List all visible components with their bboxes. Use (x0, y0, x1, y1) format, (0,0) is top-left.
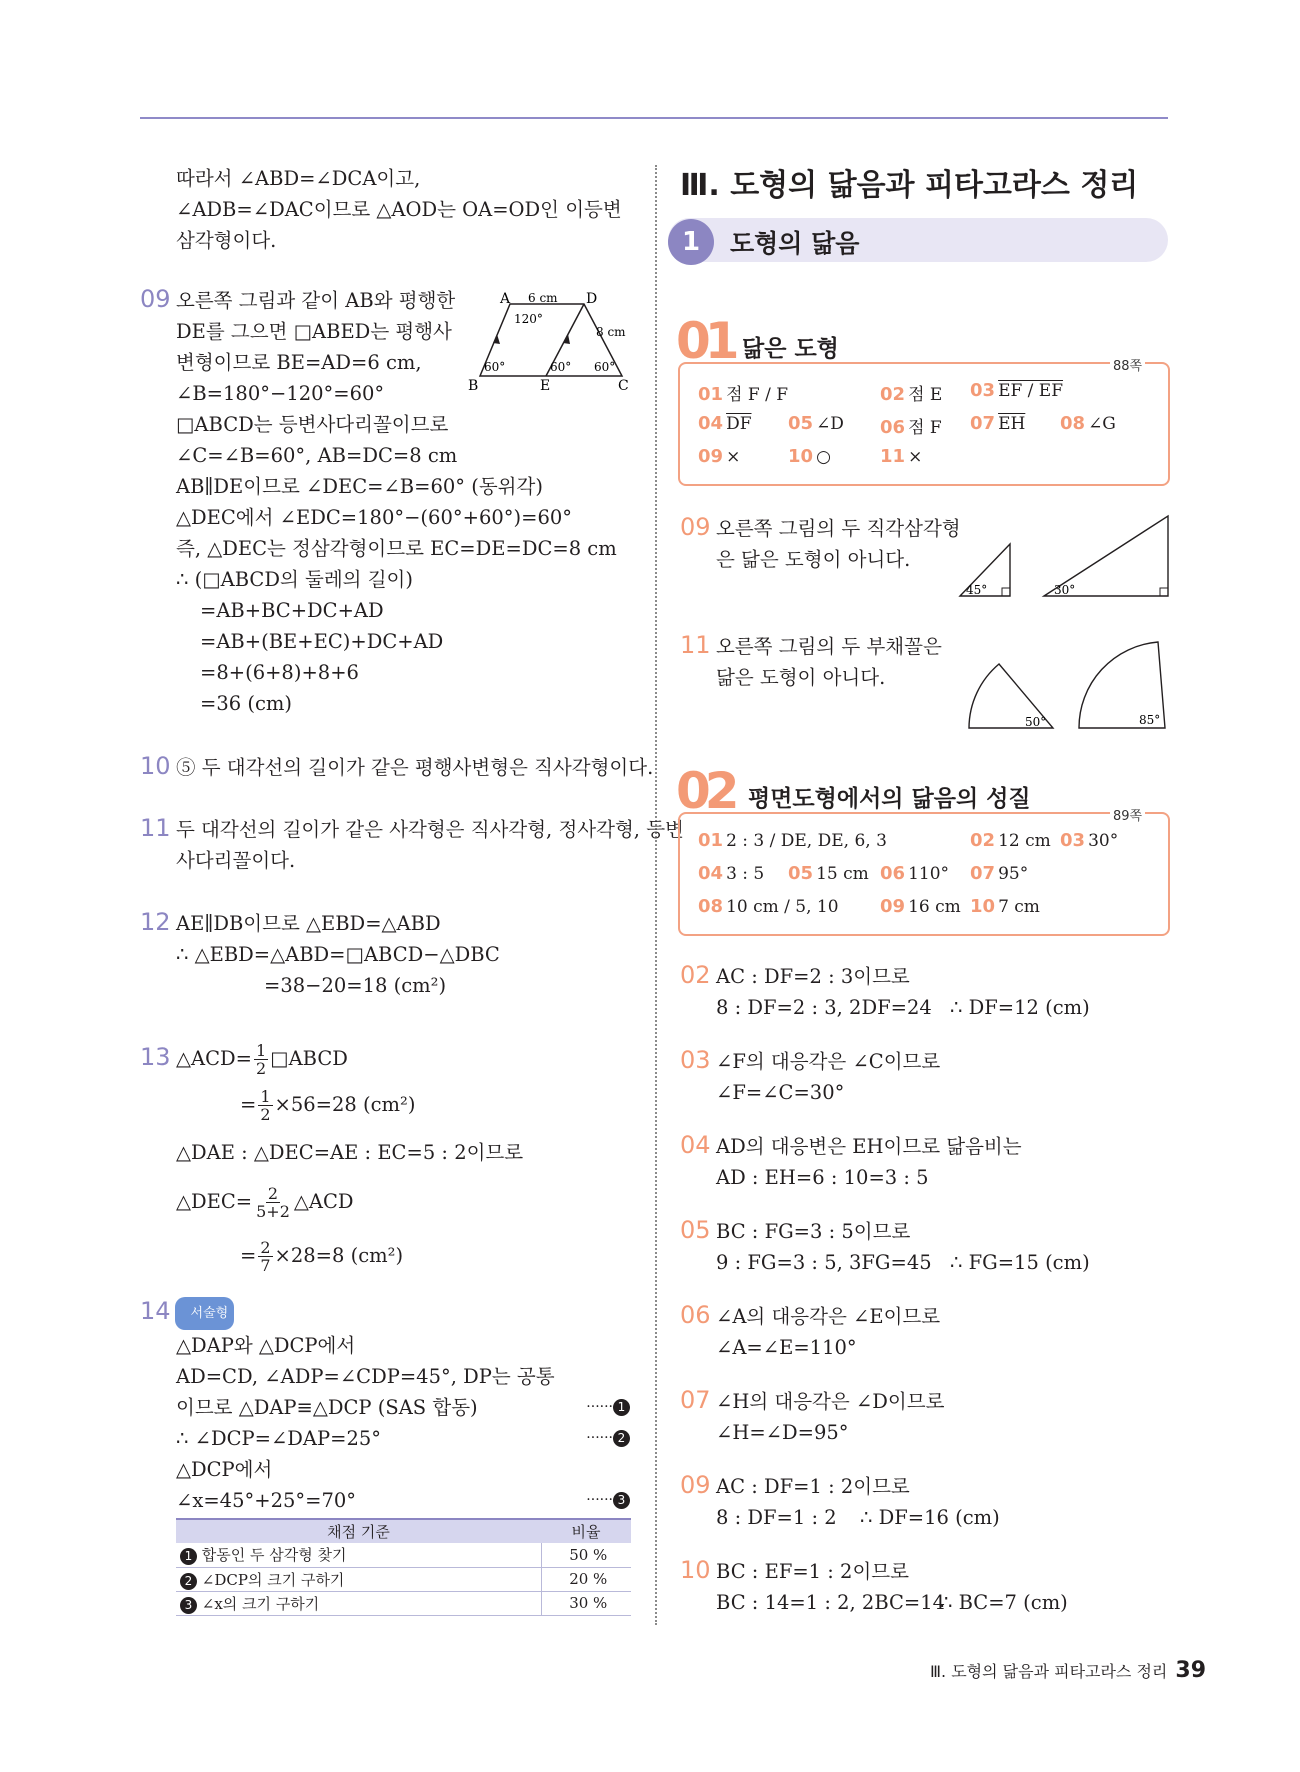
intro-line-2: ∠ADB=∠DAC이므로 △AOD는 OA=OD인 이등변 (176, 198, 622, 221)
s06-line: ∠A의 대응각은 ∠E이므로 (716, 1305, 941, 1328)
p09-line: DE를 그으면 □ABED는 평행사 (176, 320, 452, 343)
answer-item: 09 × (698, 446, 741, 467)
solution-03 (680, 1045, 940, 1108)
solution-09 (680, 512, 961, 575)
numerator: 1 (255, 1041, 267, 1060)
answer-item: 09 16 cm (880, 896, 961, 917)
solution-06 (680, 1300, 940, 1363)
denominator: 5+2 (256, 1202, 290, 1221)
solution-02 (680, 960, 1170, 1023)
s03-line: ∠F의 대응각은 ∠C이므로 (716, 1050, 941, 1073)
dots: ······ (586, 1430, 613, 1446)
s07-line: ∠H=∠D=95° (716, 1421, 849, 1444)
p13-text: △ACD (293, 1190, 354, 1213)
angle-label: 60° (594, 360, 616, 374)
unit-number: 01 (676, 312, 734, 370)
p14-line: 이므로 △DAP≡△DCP (SAS 합동) (176, 1396, 478, 1419)
fraction (254, 1185, 292, 1220)
page-reference: 88쪽 (1110, 355, 1145, 374)
s02-line: AC : DF=2 : 3이므로 (716, 965, 910, 988)
answer-item: 02 점 E (880, 384, 943, 405)
p14-line: ∠x=45°+25°=70° (176, 1489, 357, 1512)
s06-line: ∠A=∠E=110° (716, 1336, 857, 1359)
problem-number: 14 (140, 1297, 171, 1325)
trapezoid-figure (460, 290, 640, 400)
s04-line: AD의 대응변은 EH이므로 닮음비는 (716, 1135, 1022, 1158)
length-label: 6 cm (528, 291, 558, 305)
p14-line: ∴ ∠DCP=∠DAP=25° (176, 1427, 382, 1450)
p09-line: =8+(6+8)+8+6 (200, 661, 359, 684)
answer-item: 11 × (880, 446, 923, 467)
p12-line: =38−20=18 (cm²) (264, 974, 447, 997)
answer-item: 04 3 : 5 (698, 863, 765, 884)
problem-number: 02 (680, 961, 711, 989)
answer-item: 02 12 cm (970, 830, 1051, 851)
s02-result: ∴ DF=12 (cm) (950, 996, 1090, 1019)
p12-line: AE∥DB이므로 △EBD=△ABD (176, 912, 441, 935)
answer-item: 05 ∠D (788, 413, 844, 434)
section-title: 도형의 닮음 (730, 229, 860, 258)
unit-number: 02 (676, 762, 734, 820)
problem-number: 11 (680, 631, 711, 659)
p09-line: △DEC에서 ∠EDC=180°−(60°+60°)=60° (176, 506, 573, 529)
vertex-label: A (500, 291, 511, 307)
p09-line: ∠C=∠B=60°, AB=DC=8 cm (176, 444, 458, 467)
problem-10 (140, 751, 653, 783)
table-header-criteria: 채점 기준 (176, 1519, 541, 1543)
answer-item: 04 $\overline{DF}$ (698, 413, 752, 434)
criteria-cell: ∠x의 크기 구하기 (201, 1594, 320, 1613)
problem-14 (140, 1296, 630, 1516)
ratio-cell: 30 % (541, 1591, 631, 1615)
step-marker-3: 3 (180, 1597, 197, 1614)
solution-05 (680, 1215, 1170, 1278)
ratio-cell: 50 % (541, 1543, 631, 1567)
right-triangles-figure (958, 510, 1174, 600)
vertex-label: B (468, 378, 479, 394)
r11-line: 오른쪽 그림의 두 부채꼴은 (716, 635, 942, 658)
p14-line: AD=CD, ∠ADP=∠CDP=45°, DP는 공통 (176, 1365, 555, 1388)
p13-text: = (240, 1244, 257, 1267)
angle-label: 120° (514, 312, 543, 326)
problem-number: 10 (140, 752, 171, 780)
dots: ······ (586, 1492, 613, 1508)
angle-label: 30° (1054, 583, 1076, 597)
page-footer (930, 1658, 1206, 1683)
denominator: 7 (260, 1256, 271, 1275)
table-row (176, 1543, 631, 1567)
descriptive-badge: 서술형 (175, 1297, 235, 1330)
vertex-label: C (618, 378, 629, 394)
p10-text: ⑤ 두 대각선의 길이가 같은 평행사변형은 직사각형이다. (176, 756, 654, 779)
ratio-cell: 20 % (541, 1567, 631, 1591)
p13-text: ×28=8 (cm²) (274, 1244, 404, 1267)
step-marker-1: 1 (613, 1399, 630, 1416)
s05-line: BC : FG=3 : 5이므로 (716, 1220, 911, 1243)
s04-line: AD : EH=6 : 10=3 : 5 (716, 1166, 929, 1189)
fraction (254, 1042, 268, 1077)
vertex-label: E (540, 378, 551, 394)
solution-09b (680, 1470, 1170, 1533)
answer-item: 10 7 cm (970, 896, 1040, 917)
step-marker-3: 3 (613, 1492, 630, 1509)
problem-number: 04 (680, 1131, 711, 1159)
unit-title: 평면도형에서의 닮음의 성질 (748, 786, 1031, 812)
s03-line: ∠F=∠C=30° (716, 1081, 845, 1104)
top-rule (140, 117, 1168, 119)
answer-item: 08 10 cm / 5, 10 (698, 896, 839, 917)
p13-line: △DAE : △DEC=AE : EC=5 : 2이므로 (176, 1141, 524, 1164)
problem-number: 09 (680, 1471, 711, 1499)
s10-line: BC : 14=1 : 2, 2BC=14 (716, 1591, 946, 1614)
denominator: 2 (260, 1105, 271, 1124)
problem-number: 11 (140, 814, 171, 842)
solution-07 (680, 1385, 944, 1448)
answer-item: 06 점 F (880, 417, 942, 438)
column-divider (655, 165, 657, 1625)
solution-04 (680, 1130, 1022, 1193)
angle-label: 85° (1139, 713, 1161, 727)
p13-text: △DEC= (176, 1190, 253, 1213)
p09-line: 변형이므로 BE=AD=6 cm, (176, 351, 422, 374)
problem-13 (140, 1035, 523, 1283)
p09-line: ∴ (□ABCD의 둘레의 길이) (176, 568, 413, 591)
answer-item: 07 $\overline{EH}$ (970, 413, 1026, 434)
answer-item: 03 30° (1060, 830, 1119, 851)
s09-line: 8 : DF=1 : 2 (716, 1506, 837, 1529)
r11-line: 닮은 도형이 아니다. (716, 666, 886, 689)
p09-line: ∠B=180°−120°=60° (176, 382, 385, 405)
s10-result: ∴ BC=7 (cm) (940, 1591, 1068, 1614)
s05-line: 9 : FG=3 : 5, 3FG=45 (716, 1251, 932, 1274)
step-marker-2: 2 (613, 1430, 630, 1447)
p12-line: ∴ △EBD=△ABD=□ABCD−△DBC (176, 943, 500, 966)
numerator: 2 (260, 1238, 271, 1257)
solution-10 (680, 1555, 1170, 1618)
fraction (258, 1088, 272, 1123)
problem-number: 07 (680, 1386, 711, 1414)
length-label: 8 cm (596, 325, 626, 339)
problem-number: 10 (680, 1556, 711, 1584)
answer-item: 03 EF / EF (970, 380, 1064, 401)
page-number: 39 (1175, 1658, 1207, 1683)
table-row (176, 1591, 631, 1615)
section-number: 1 (668, 219, 714, 265)
problem-12 (140, 907, 500, 1001)
s02-line: 8 : DF=2 : 3, 2DF=24 (716, 996, 932, 1019)
p09-line: =36 (cm) (200, 692, 292, 715)
step-marker-2: 2 (180, 1573, 197, 1590)
s10-line: BC : EF=1 : 2이므로 (716, 1560, 909, 1583)
numerator: 2 (267, 1184, 279, 1203)
p09-line: =AB+(BE+EC)+DC+AD (200, 630, 444, 653)
p13-text: = (240, 1093, 257, 1116)
answer-item: 07 95° (970, 863, 1029, 884)
p09-line: 오른쪽 그림과 같이 AB와 평행한 (176, 289, 456, 312)
intro-line-3: 삼각형이다. (176, 229, 277, 252)
fraction (258, 1239, 272, 1274)
solution-11 (680, 630, 942, 693)
criteria-cell: 합동인 두 삼각형 찾기 (201, 1546, 347, 1565)
intro-line-1: 따라서 ∠ABD=∠DCA이고, (176, 167, 421, 190)
problem-number: 12 (140, 908, 171, 936)
footer-chapter: Ⅲ. 도형의 닮음과 피타고라스 정리 (930, 1662, 1168, 1681)
r09-line: 은 닮은 도형이 아니다. (716, 548, 911, 571)
criteria-cell: ∠DCP의 크기 구하기 (201, 1570, 345, 1589)
p13-text: □ABCD (270, 1047, 348, 1070)
problem-number: 09 (680, 513, 711, 541)
angle-label: 60° (550, 360, 572, 374)
answer-item: 10 ○ (788, 446, 831, 467)
scoring-table (176, 1518, 631, 1616)
p14-line: △DAP와 △DCP에서 (176, 1334, 356, 1357)
angle-label: 50° (1025, 715, 1047, 729)
s09-line: AC : DF=1 : 2이므로 (716, 1475, 910, 1498)
s07-line: ∠H의 대응각은 ∠D이므로 (716, 1390, 945, 1413)
s05-result: ∴ FG=15 (cm) (950, 1251, 1090, 1274)
problem-number: 03 (680, 1046, 711, 1074)
p13-text: △ACD= (176, 1047, 252, 1070)
p09-line: AB∥DE이므로 ∠DEC=∠B=60° (동위각) (176, 475, 543, 498)
page-reference: 89쪽 (1110, 805, 1145, 824)
table-header-ratio: 비율 (541, 1519, 631, 1543)
step-marker-1: 1 (180, 1548, 197, 1565)
table-row (176, 1567, 631, 1591)
answer-item: 05 15 cm (788, 863, 869, 884)
problem-number: 13 (140, 1043, 171, 1071)
chapter-title: Ⅲ. 도형의 닮음과 피타고라스 정리 (680, 168, 1139, 203)
p09-line: =AB+BC+DC+AD (200, 599, 384, 622)
answer-item: 01 2 : 3 / DE, DE, 6, 3 (698, 830, 887, 851)
numerator: 1 (260, 1087, 271, 1106)
problem-11 (140, 813, 684, 876)
p09-line: 즉, △DEC는 정삼각형이므로 EC=DE=DC=8 cm (176, 537, 617, 560)
answer-item: 08 ∠G (1060, 413, 1116, 434)
p09-line: □ABCD는 등변사다리꼴이므로 (176, 413, 449, 436)
p11-line: 두 대각선의 길이가 같은 사각형은 직사각형, 정사각형, 등변 (176, 818, 684, 841)
vertex-label: D (586, 291, 598, 307)
dots: ······ (586, 1399, 613, 1415)
p11-line: 사다리꼴이다. (176, 849, 296, 872)
answer-item: 06 110° (880, 863, 950, 884)
p13-text: ×56=28 (cm²) (274, 1093, 416, 1116)
problem-number: 06 (680, 1301, 711, 1329)
p14-line: △DCP에서 (176, 1458, 273, 1481)
r09-line: 오른쪽 그림의 두 직각삼각형 (716, 517, 961, 540)
s09-result: ∴ DF=16 (cm) (860, 1506, 1000, 1529)
sectors-figure (965, 640, 1175, 732)
problem-number: 09 (140, 285, 171, 313)
answer-item: 01 점 F / F (698, 384, 789, 405)
angle-label: 60° (484, 360, 506, 374)
problem-number: 05 (680, 1216, 711, 1244)
denominator: 2 (255, 1059, 267, 1078)
angle-label: 45° (966, 583, 988, 597)
unit-title: 닮은 도형 (742, 336, 839, 362)
